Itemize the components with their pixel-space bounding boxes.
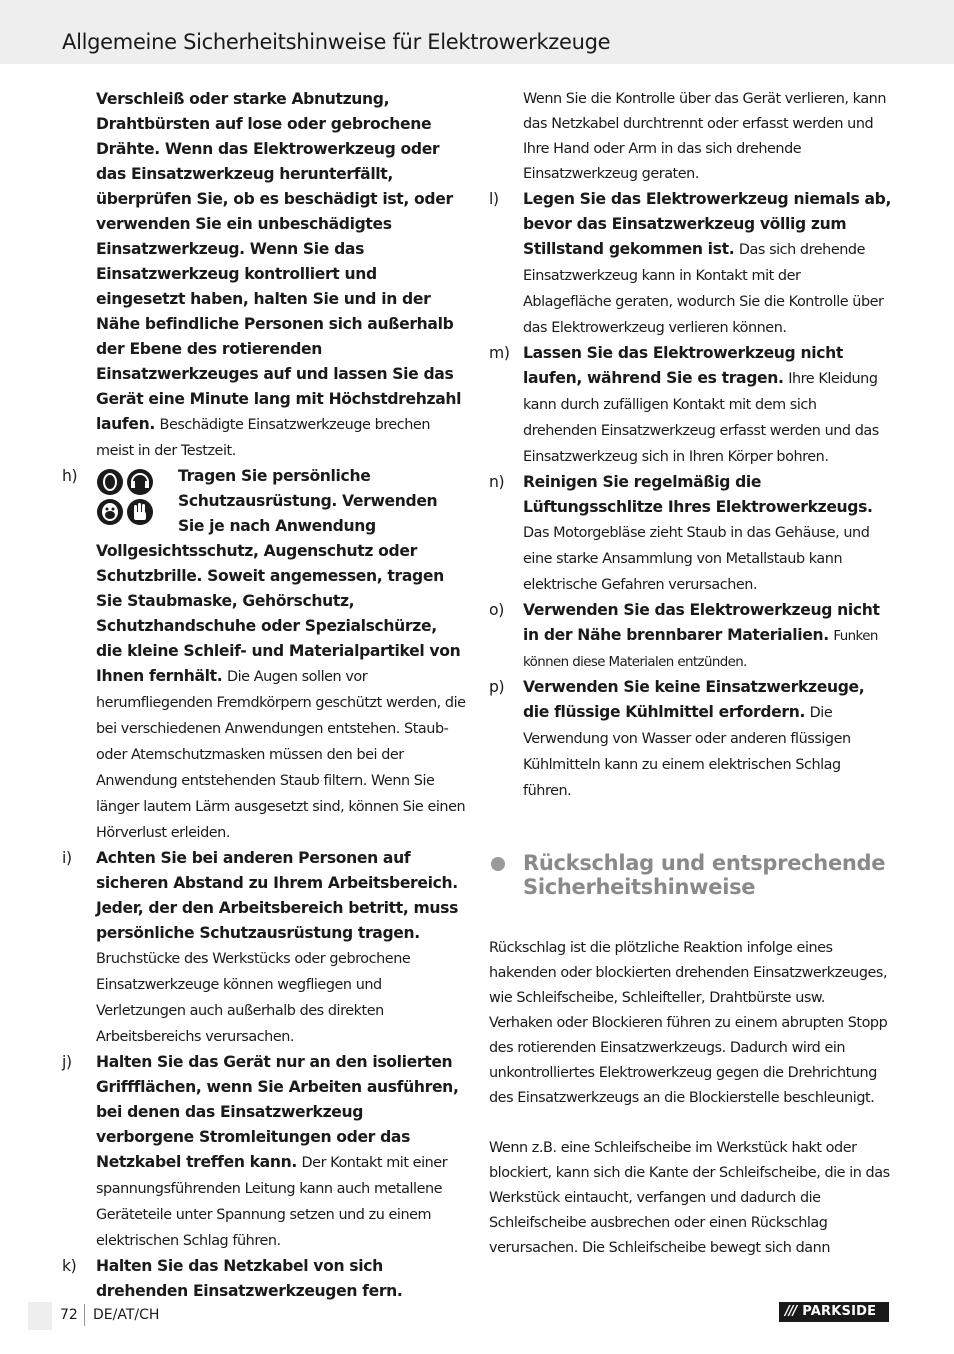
item-normal-text: Funken können diese Materialen entzünden. xyxy=(523,629,878,670)
item-normal-text: Ihre Kleidung kann durch zufälligen Kontakt mit dem sich drehenden Einsatzwerkzeug erfasst werden und das Einsatzwerkzeug sich in Ihren Körper bohren. xyxy=(523,371,879,465)
item-bold-text: Tragen Sie persönliche Schutzausrüstung. Verwenden Sie je nach Anwendung Vollgesichtsschutz, Augenschutz oder Schutzbrille. Soweit angemessen, tragen Sie Staubmaske, Gehörschutz, Schutzhandschuhe oder Spezialschürze, die kleine Schleif- und Materialpartikel von Ihnen fernhält. xyxy=(96,467,461,685)
item-bold-text: Lassen Sie das Elektrowerkzeug nicht laufen, während Sie es tragen. xyxy=(523,344,843,387)
bullet-dot-icon xyxy=(491,857,505,871)
face-shield-icon xyxy=(97,469,123,495)
language-code: DE/AT/CH xyxy=(93,1307,160,1323)
item-normal-text: Beschädigte Einsatzwerkzeuge brechen meist in der Testzeit. xyxy=(96,417,431,459)
item-marker: l) xyxy=(489,190,499,208)
list-item-h xyxy=(62,464,466,846)
item-marker: o) xyxy=(489,601,504,619)
item-bold-text: Verschleiß oder starke Abnutzung, Drahtbürsten auf lose oder gebrochene Drähte. Wenn das Elektrowerkzeug oder das Einsatzwerkzeug herunterfällt, überprüfen Sie, ob es beschädigt ist, oder verwenden Sie ein unbeschädigtes Einsatzwerkzeug. Wenn Sie das Einsatzwerkzeug kontrolliert und eingesetzt haben, halten Sie und in der Nähe befindliche Personen sich außerhalb der Ebene des rotierenden Einsatzwerkzeuges auf und lassen Sie das Gerät eine Minute lang mit Höchstdrehzahl laufen. xyxy=(96,90,462,433)
item-bold-text: Halten Sie das Gerät nur an den isolierten Griffflächen, wenn Sie Arbeiten ausführen, bei denen das Einsatzwerkzeug verborgene Stromleitungen oder das Netzkabel treffen kann. xyxy=(96,1053,459,1171)
list-item-p xyxy=(489,675,892,804)
item-normal-text: Die Augen sollen vor herumfliegenden Fremdkörpern geschützt werden, die bei verschiedenen Anwendungen entstehen. Staub- oder Atemschutzmasken müssen den bei der Anwendung entstehenden Staub filtern. Wenn Sie länger lautem Lärm ausgesetzt sind, können Sie einen Hörverlust erleiden. xyxy=(96,669,466,841)
item-normal-text: Das Motorgebläse zieht Staub in das Gehäuse, und eine starke Ansammlung von Metallstaub kann elektrische Gefahren verursachen. xyxy=(523,525,870,593)
brand-logo xyxy=(779,1302,889,1322)
item-normal-text: Wenn Sie die Kontrolle über das Gerät verlieren, kann das Netzkabel durchtrennt oder erfasst werden und Ihre Hand oder Arm in das sich drehende Einsatzwerkzeug geraten. xyxy=(523,91,887,182)
item-bold-text: Achten Sie bei anderen Personen auf sicheren Abstand zu Ihrem Arbeitsbereich. Jeder, der den Arbeitsbereich betritt, muss persönliche Schutzausrüstung tragen. xyxy=(96,849,459,942)
item-marker: m) xyxy=(489,344,510,362)
body-paragraph: Rückschlag ist die plötzliche Reaktion infolge eines hakenden oder blockierten drehenden Einsatzwerkzeuges, wie Schleifscheibe, Schleifteller, Drahtbürste usw. Verhaken oder Blockieren führen zu einem abrupten Stopp des rotierenden Einsatzwerkzeugs. Dadurch wird ein unkontrolliertes Elektrowerkzeug gegen die Drehrichtung des Einsatzwerkzeugs an die Blockierstelle beschleunigt. xyxy=(489,940,888,1106)
right-column xyxy=(489,87,892,1261)
item-normal-text: Bruchstücke des Werkstücks oder gebrochene Einsatzwerkzeuge können wegfliegen und Verletzungen auch außerhalb des direkten Arbeitsbereichs verursachen. xyxy=(96,951,411,1045)
item-normal-text: Die Verwendung von Wasser oder anderen flüssigen Kühlmitteln kann zu einem elektrischen Schlag führen. xyxy=(523,705,851,799)
list-item-m xyxy=(489,341,892,470)
brand-name: PARKSIDE xyxy=(802,1304,877,1319)
ppe-icons xyxy=(96,468,170,538)
item-normal-text: Das sich drehende Einsatzwerkzeug kann in Kontakt mit der Ablagefläche geraten, wodurch Sie die Kontrolle über das Elektrowerkzeug verlieren können. xyxy=(523,242,884,336)
body-paragraph: Wenn z.B. eine Schleifscheibe im Werkstück hakt oder blockiert, kann sich die Kante der Schleifscheibe, die in das Werkstück eintaucht, verfangen und dadurch die Schleifscheibe ausbrechen oder einen Rückschlag verursachen. Die Schleifscheibe bewegt sich dann xyxy=(489,1140,890,1256)
list-item-k xyxy=(62,1254,466,1304)
page-title: Allgemeine Sicherheitshinweise für Elektrowerkzeuge xyxy=(62,30,611,54)
list-item-g-continuation xyxy=(62,87,466,464)
list-item-k-continuation xyxy=(489,87,892,187)
list-item-j xyxy=(62,1050,466,1254)
section-heading-text: Rückschlag und entsprechende Sicherheitshinweise xyxy=(523,851,886,899)
page-number: 72 xyxy=(60,1307,78,1323)
list-item-n xyxy=(489,470,892,598)
ppe-icon-grid xyxy=(96,468,156,528)
list-item-i xyxy=(62,846,466,1050)
gloves-icon xyxy=(127,499,153,525)
item-normal-text: Der Kontakt mit einer spannungsführenden Leitung kann auch metallene Geräteteile unter Spannung setzen und zu einem elektrischen Schlag führen. xyxy=(96,1155,448,1249)
dust-mask-icon xyxy=(97,499,123,525)
list-item-o xyxy=(489,598,892,675)
item-marker: j) xyxy=(62,1053,72,1071)
page-header xyxy=(0,0,954,64)
list-item-l xyxy=(489,187,892,341)
item-bold-text: Verwenden Sie das Elektrowerkzeug nicht in der Nähe brennbarer Materialien. xyxy=(523,601,880,644)
section-heading xyxy=(489,851,892,899)
left-column xyxy=(62,87,466,1304)
item-marker: i) xyxy=(62,849,72,867)
item-bold-text: Verwenden Sie keine Einsatzwerkzeuge, die flüssige Kühlmittel erfordern. xyxy=(523,678,865,721)
item-marker: k) xyxy=(62,1257,77,1275)
brand-slashes: /// xyxy=(785,1304,797,1319)
item-bold-text: Halten Sie das Netzkabel von sich drehenden Einsatzwerkzeugen fern. xyxy=(96,1257,403,1300)
item-bold-text: Reinigen Sie regelmäßig die Lüftungsschlitze Ihres Elektrowerkzeugs. xyxy=(523,473,873,516)
item-bold-text: Legen Sie das Elektrowerkzeug niemals ab, bevor das Einsatzwerkzeug völlig zum Stillstand gekommen ist. xyxy=(523,190,892,258)
item-marker: h) xyxy=(62,467,78,485)
footer-divider xyxy=(84,1304,85,1326)
footer-marker-box xyxy=(28,1302,52,1330)
item-marker: n) xyxy=(489,473,505,491)
item-marker: p) xyxy=(489,678,505,696)
ear-protection-icon xyxy=(127,469,153,495)
